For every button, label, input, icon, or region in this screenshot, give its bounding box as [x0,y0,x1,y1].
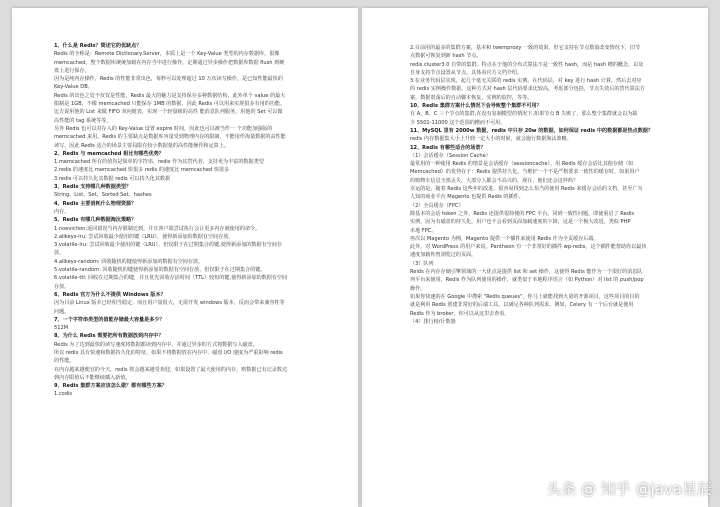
text-line: 所以 redis 具有快速和数据持久化的特征，如果不将数据放在内存中，磁盘 I/O 速度为严重影响 redis [54,349,283,356]
text-line: 操作。 [410,285,426,292]
text-line: 除基本的会话 token 之外，Redis 还提供很简便的 FPC 平台。回到一致性问题，即使重启了 Redis [410,210,635,217]
page-left-text [54,42,340,399]
text-line: 5.volatile-random: 回收随机的键使得新添加的数据有空间存放，但仅限于在过期集合的键。 [54,267,266,274]
text-line: 2.allkeys-lru: 尝试回收最少使用的键（LRU），使得新添加的数据有空间存放。 [54,233,234,240]
text-line: 少 5501-11000 这个范围的槽而不可用。 [410,119,506,126]
text-line: Reids 在内存存储引擎领域的一大优点是提供 list 和 set 操作，这使得 Redis 能作为一个很好的消息队 [410,269,643,276]
text-line: 1.noeviction:返回错误当内存限制达到，并且客户端尝试执行会让更多内存被使用的命令。 [54,225,261,232]
text-line: redis 内存数据集大小上升到一定大小的时候，就会施行数据淘汰策略。 [410,136,572,143]
text-line: Memcached）的优势在于：Redis 提供持久化。当维护一个不是严格要求一致性的缓存时，如果用户 [410,169,640,176]
text-line: Redis 作为 broker，你可以从这里去查看。 [410,310,510,317]
text-line: 就是利用 Redis 创建非常好的后端工具，以满足各种队列需求。例如，Celery 有一个后台就是使用 [410,302,634,309]
text-line: 高性能的 tag 系统等等。 [54,117,112,124]
text-line: 4.allkeys-random: 回收随机的键使得新添加的数据有空间存放。 [54,258,204,265]
text-line: 到内存限值后不能继续插入新值。 [54,374,131,381]
text-line: 点数据可恢复到新 hash 节点。 [410,53,482,60]
text-line: String、List、Set、Sorted Set、hashes [54,192,152,199]
question-heading: 9、Redis 集群方案应该怎么做？都有哪些方案？ [54,383,167,390]
question-heading: 5、Redis 有哪几种数据淘汰策略？ [54,217,137,224]
question-heading: 12、Redis 有哪些适合的场景？ [410,144,486,151]
text-line: 在内存越来越便宜的今天，redis 将会越来越受欢迎，如果设置了最大使用的内存，则数据已有记录数达 [54,366,288,373]
text-line: 另外 Redis 也可以对存入的 Key-Value 设置 expire 时间，因此也可以被当作一 个功能加强版的 [54,125,273,132]
text-line: Key-Value DB。 [54,84,93,91]
question-heading: 10、Redis 集群方案什么情况下会导致整个集群不可用？ [410,103,542,110]
question-heading: 8、为什么 Redis 需要把所有数据放到内存中？ [54,333,164,340]
text-line: 限制是 1GB，不像 memcached 只能保存 1MB 的数据，因此 Redis 可以用来实现很多有用的功能。 [54,101,286,108]
text-line: 此外，对 WordPress 的用户来说，Pantheon 有一个非常好的插件 wp-redis，这个插件能帮助你以最快 [410,244,647,251]
document-page-left [12,8,358,507]
text-line: 读写，因此 Redis 适合的场景主要局限在较小数据量的高性能操作和运算上。 [54,142,229,149]
question-heading: 1、什么是 Redis？简述它的优缺点？ [54,43,142,49]
question-heading: 7、一个字符串类型的值能存储最大容量是多少？ [54,316,165,323]
text-line: 有 A，B，C 三个节点的集群,在没有复制模型的情况下,如果节点 B 失败了，那么整个集群就会以为缺 [410,111,638,118]
question-heading: 11、MySQL 里有 2000w 数据，redis 中只存 20w 的数据，如何保证 redis 中的数据都是热点数据？ [410,127,653,134]
text-line: （2）全页缓存（FPC） [410,202,464,209]
text-line: 2.redis 的速度比 memcached 快很多 redis 的速度比 memcached 快很多 [54,167,230,174]
question-heading: 3、Redis 支持哪几种数据类型？ [54,184,132,191]
text-line: 比方说用他的 List 来做 FIFO 双向链表，实现一个轻量级的高性 能消息队列服务，用他的 Set 可以做 [54,109,283,116]
text-line: 实例，因为有磁盘的持久化，用户也不会看到页面加载速度的下降，这是一个极大改进，类似 PHP [410,219,631,226]
text-line: 幸运的是，随着 Redis 这些年的改进，很容易找到怎么恰当的使用 Redis 来缓存会话的文档。甚至广为 [410,186,643,193]
text-line: 速度加载你曾浏览过的页面。 [410,252,477,259]
text-line: Redis 的全称是：Remote Dictionary.Server，本质上是一个 Key-Value 类型的内存数据库，很像 [54,51,280,58]
text-line: 存放。 [54,283,70,290]
text-line: 1.codis [54,391,73,398]
text-line: 因为目前 Linux 版本已经相当稳定，而且用户量很大，无需开发 windows 版本，反而会带来兼容性等 [54,300,285,307]
text-line: 内存。 [54,208,70,215]
text-line: 案，数据震荡后的自动脚本恢复，实例的监控，等等。 [410,94,533,101]
text-line: 6.volatile-ttl: 回收在过期集合的键，并且优先回收存活时间（TTL）较短的键,使得新添加的数据有空间 [54,275,288,282]
text-line: 再次以 Magento 为例，Magento 提供一个插件来使用 Redis 作为全页缓存后端。 [410,235,599,242]
question-heading: 2、Redis 与 memcached 相比有哪些优势？ [54,150,164,157]
page-right-text [410,44,694,326]
question-heading: 6、Redis 官方为什么不提供 Windows 版本？ [54,291,166,298]
text-line: 的性能。 [54,358,75,365]
text-line: 512M [54,325,69,332]
watermark: 头条 @ 知乎 @java星辰 [546,480,712,498]
question-heading: 4、Redis 主要消耗什么物理资源？ [54,200,137,207]
text-line: 人知的商业平台 Magento 也提供 Redis 的插件。 [410,194,524,201]
text-line: memcached 来用。Redis 的主要缺点是数据库容量受到物理内存的限制，不能用作海量数据的高性能 [54,134,286,141]
text-line: Redis 的出色之处不仅仅是性能，Redis 最大的魅力是支持保存多种数据结构，此外单个 value 的最大 [54,92,286,99]
text-line: Redis 为了达到最快的读写速度将数据都读到内存中，并通过异步的方式将数据写入磁盘。 [54,341,258,348]
document-page-right [362,8,708,507]
text-line: （1）会话缓存（Session Cache） [410,152,491,159]
text-line: 1.memcached 所有的值均是简单的字符串，redis 作为其替代者，支持更为丰富的数据类型 [54,159,264,166]
text-line: 本地 FPC。 [410,227,437,234]
text-line: 盘上进行保存。 [54,67,90,74]
text-line: 自身支持节点设置从节点。具体看官方文档介绍。 [410,69,523,76]
text-line: 3.在业务代码层实现，起几个毫无关联的 redis 实例，在代码层，对 key 进行 hash 计算，然后去对应 [410,78,642,85]
text-line: redis cluster3.0 自带的集群，特点在于他的分布式算法不是一致性 hash，而是 hash 槽的概念，以及 [410,61,644,68]
text-line: 放。 [54,250,65,257]
text-line: memcached，整个数据库统统加载在内存当中进行操作，定期通过异步操作把数据库数据 flush 到硬 [54,59,285,66]
text-line: 的购物车信息全部丢失，大部分人都会不高兴的，现在，他们还会这样吗？ [410,177,579,184]
text-line: 问题。 [54,308,70,315]
text-line: 2.目前用的最多的集群方案，基本和 twemproxy 一致的效果，但它支持在节点数量改变情况下，旧节 [410,45,641,51]
text-line: 3.redis 可以持久化其数据 redis 可以持久化其数据 [54,175,171,182]
text-line: 的 redis 实例操作数据。这种方式对 hash 层代码要求比较高，考虑部分包括，节点失效后的替代算法方 [410,86,645,93]
text-line: （3）队列 [410,260,434,267]
text-line: （4）排行榜/计数器 [410,318,456,325]
text-line: 列平台来使用。Redis 作为队列使用的操作，就类似于本地程序语言（如 Python）对 list 的 push/pop [410,277,644,284]
text-line: 最常用的一种使用 Redis 的情景是会话缓存（sessioncache），用 Redis 缓存会话比其他存储（如 [410,161,634,168]
text-line: 如果你快速的在 Google 中搜索 "Redis queues"，你马上就能找到大量的开源项目，这些项目的目的 [410,293,640,300]
text-line: 因为是纯内存操作，Redis 的性能非常出色，每秒可以处理超过 10 万次读写操作，是已知性能最快的 [54,76,283,83]
text-line: 3.volatile-lru: 尝试回收最少使用的键（LRU），但仅限于在过期集合的键,使得新添加的数据有空间存 [54,242,282,249]
